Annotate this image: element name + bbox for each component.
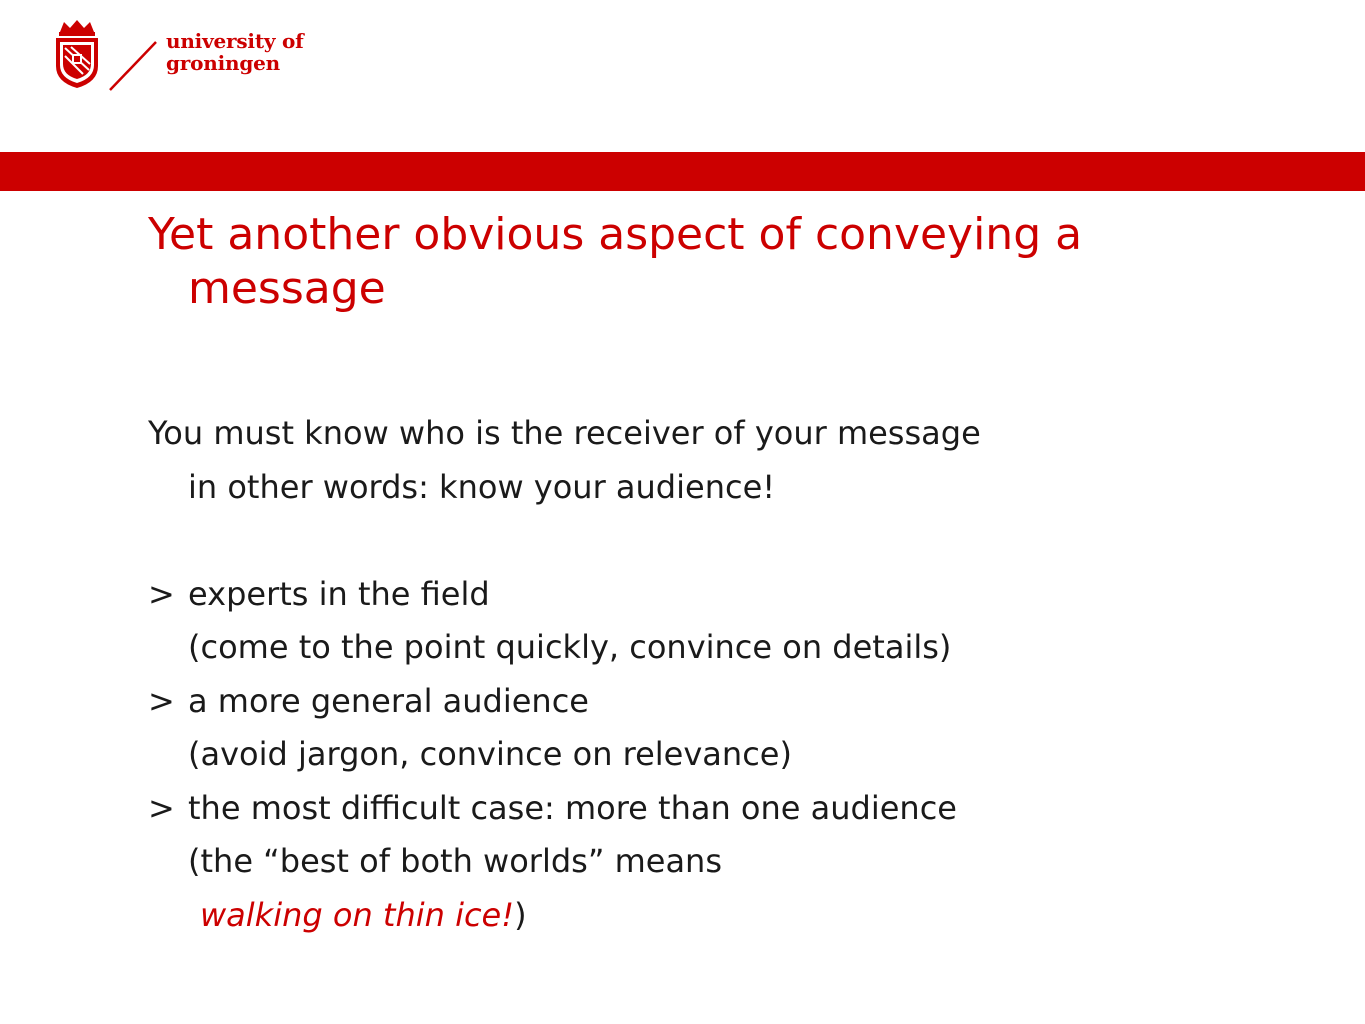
slide-title [148, 208, 1268, 316]
bullet-label: experts in the field [188, 574, 490, 613]
bullet-label: the most difficult case: more than one audience [188, 788, 957, 827]
bullet-marker: > [148, 681, 175, 720]
title-line-1: Yet another obvious aspect of conveying a [148, 209, 1083, 260]
bullet-detail: (come to the point quickly, convince on details) [188, 628, 952, 666]
title-line-2: message [188, 263, 386, 314]
bullet-marker: > [148, 574, 175, 613]
intro-line-1: You must know who is the receiver of your message [148, 414, 981, 452]
header-red-bar [0, 152, 1365, 191]
spacer [148, 514, 1298, 568]
bullet-item [148, 568, 1298, 622]
logo-slash-icon [108, 40, 158, 92]
bullet-detail: (the “best of both worlds” means [188, 842, 722, 880]
closing-paren: ) [514, 895, 527, 934]
closing-line [148, 889, 1298, 943]
logo-wordmark [166, 30, 304, 74]
bullet-item [148, 782, 1298, 836]
bullet-detail: (avoid jargon, convince on relevance) [188, 735, 792, 773]
bullet-label: a more general audience [188, 681, 589, 720]
emphasis-text: walking on thin ice! [200, 895, 515, 934]
university-logo [52, 18, 322, 98]
logo-line-1: university of [166, 29, 304, 53]
university-crest-icon [52, 18, 102, 90]
intro-line-2: in other words: know your audience! [188, 467, 776, 506]
logo-line-2: groningen [166, 51, 280, 75]
bullet-item [148, 675, 1298, 729]
bullet-marker: > [148, 788, 175, 827]
slide-body [148, 407, 1298, 942]
